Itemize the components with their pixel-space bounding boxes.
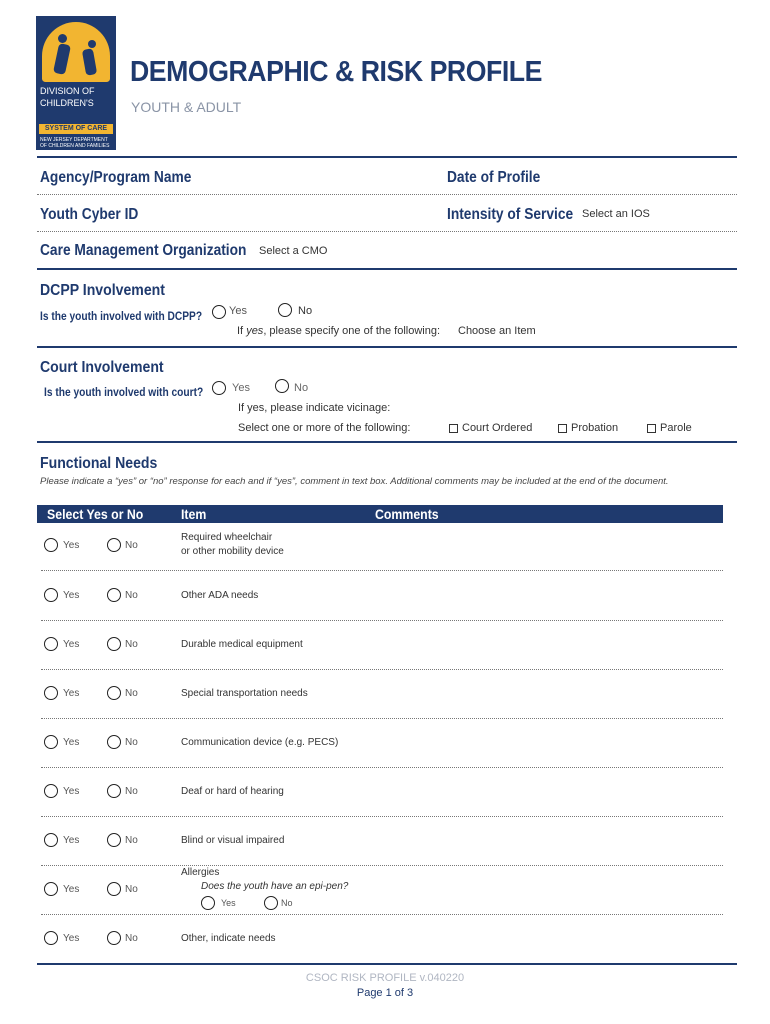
- need-item-label: Communication device (e.g. PECS): [181, 737, 339, 748]
- need-yes-radio[interactable]: [44, 538, 58, 552]
- need-row-divider: [41, 669, 723, 670]
- cmo-dropdown[interactable]: Select a CMO: [259, 245, 328, 257]
- section-divider-court: [37, 346, 737, 348]
- functional-instructions: Please indicate a “yes” or “no” response for each and if “yes”, comment in text box. Additional comments may be included at the end of the document.: [40, 476, 669, 487]
- dcpp-yes-label: Yes: [229, 305, 247, 317]
- functional-heading: Functional Needs: [40, 455, 158, 472]
- dcpp-no-label: No: [298, 305, 313, 317]
- parole-option[interactable]: [647, 422, 692, 434]
- need-yes-radio[interactable]: [44, 735, 58, 749]
- probation-checkbox[interactable]: [558, 424, 567, 433]
- need-no-radio[interactable]: [107, 931, 121, 945]
- court-yes-label: Yes: [232, 382, 250, 394]
- need-no-label: No: [125, 786, 138, 797]
- dcpp-followup: [237, 325, 440, 337]
- epipen-yes-radio[interactable]: [201, 896, 215, 910]
- court-ordered-label: Court Ordered: [462, 422, 533, 434]
- dcpp-question: Is the youth involved with DCPP?: [40, 309, 203, 323]
- section-divider-functional: [37, 441, 737, 443]
- need-yes-label: Yes: [63, 688, 80, 699]
- header-divider: [37, 156, 737, 158]
- need-item-label: Blind or visual impaired: [181, 835, 285, 846]
- logo-line2: CHILDREN'S: [40, 98, 94, 108]
- cyber-field-line[interactable]: [37, 231, 737, 232]
- col-item: Item: [181, 506, 207, 522]
- need-no-label: No: [125, 835, 138, 846]
- logo-sun-graphic: [42, 22, 110, 82]
- logo-band: SYSTEM OF CARE: [39, 124, 113, 134]
- probation-label: Probation: [571, 422, 619, 434]
- need-row-divider: [41, 620, 723, 621]
- court-yes-radio[interactable]: [212, 381, 226, 395]
- dcpp-heading: DCPP Involvement: [40, 282, 165, 299]
- cyber-id-label: Youth Cyber ID: [40, 206, 139, 223]
- court-vicinage: If yes, please indicate vicinage:: [238, 402, 391, 414]
- dcpp-followup-prefix: If: [237, 325, 244, 337]
- epipen-no-label: No: [281, 898, 293, 908]
- dcpp-followup-italic: yes: [246, 325, 264, 337]
- logo-figure-head-right: [88, 40, 96, 48]
- need-row-divider: [41, 914, 723, 915]
- functional-table-header: [37, 505, 723, 523]
- parole-label: Parole: [660, 422, 692, 434]
- dcpp-followup-rest: , please specify one of the following:: [263, 325, 441, 337]
- need-no-label: No: [125, 688, 138, 699]
- need-yes-radio[interactable]: [44, 588, 58, 602]
- need-item-label: Allergies: [181, 867, 220, 878]
- need-no-label: No: [125, 884, 138, 895]
- need-yes-label: Yes: [63, 540, 80, 551]
- ios-label: Intensity of Service: [447, 206, 574, 223]
- logo-line1: DIVISION OF: [40, 86, 95, 96]
- probation-option[interactable]: [558, 422, 618, 434]
- need-no-radio[interactable]: [107, 833, 121, 847]
- dcpp-choose-dropdown[interactable]: Choose an Item: [458, 325, 536, 337]
- epipen-no-radio[interactable]: [264, 896, 278, 910]
- epipen-yes-label: Yes: [221, 898, 236, 908]
- court-ordered-option[interactable]: [449, 422, 532, 434]
- footer-page: Page 1 of 3: [356, 987, 414, 999]
- need-item-label: Durable medical equipment: [181, 639, 303, 650]
- agency-field-line[interactable]: [37, 194, 737, 195]
- court-no-label: No: [294, 382, 309, 394]
- need-no-label: No: [125, 933, 138, 944]
- court-heading: Court Involvement: [40, 359, 164, 376]
- need-yes-label: Yes: [63, 933, 80, 944]
- need-no-label: No: [125, 639, 138, 650]
- need-no-radio[interactable]: [107, 637, 121, 651]
- need-yes-label: Yes: [63, 639, 80, 650]
- need-no-radio[interactable]: [107, 784, 121, 798]
- epipen-question: Does the youth have an epi-pen?: [201, 881, 349, 892]
- col-comments: Comments: [375, 506, 439, 522]
- need-no-label: No: [125, 737, 138, 748]
- need-yes-radio[interactable]: [44, 882, 58, 896]
- need-no-label: No: [125, 540, 138, 551]
- parole-checkbox[interactable]: [647, 424, 656, 433]
- need-item-label: Required wheelchair: [181, 532, 273, 543]
- need-yes-radio[interactable]: [44, 686, 58, 700]
- footer-divider: [37, 963, 737, 965]
- need-row-divider: [41, 865, 723, 866]
- need-no-radio[interactable]: [107, 538, 121, 552]
- need-no-label: No: [125, 590, 138, 601]
- page-subtitle: YOUTH & ADULT: [131, 99, 242, 115]
- need-row-divider: [41, 767, 723, 768]
- need-item-label: Special transportation needs: [181, 688, 308, 699]
- dcpp-yes-radio[interactable]: [212, 305, 226, 319]
- need-row-divider: [41, 816, 723, 817]
- need-item-label: Other ADA needs: [181, 590, 259, 601]
- need-item-label: Other, indicate needs: [181, 933, 276, 944]
- need-no-radio[interactable]: [107, 735, 121, 749]
- ios-dropdown[interactable]: Select an IOS: [582, 208, 650, 220]
- need-yes-label: Yes: [63, 786, 80, 797]
- need-yes-radio[interactable]: [44, 931, 58, 945]
- need-yes-label: Yes: [63, 884, 80, 895]
- need-yes-radio[interactable]: [44, 784, 58, 798]
- need-yes-label: Yes: [63, 737, 80, 748]
- section-divider-dcpp: [37, 268, 737, 270]
- court-select-more: Select one or more of the following:: [238, 422, 411, 434]
- need-yes-label: Yes: [63, 835, 80, 846]
- need-yes-radio[interactable]: [44, 833, 58, 847]
- footer-version: CSOC RISK PROFILE v.040220: [305, 972, 465, 984]
- court-question: Is the youth involved with court?: [44, 385, 204, 399]
- court-ordered-checkbox[interactable]: [449, 424, 458, 433]
- page-title: DEMOGRAPHIC & RISK PROFILE: [130, 56, 542, 88]
- cmo-label: Care Management Organization: [40, 242, 247, 259]
- need-yes-radio[interactable]: [44, 637, 58, 651]
- need-no-radio[interactable]: [107, 686, 121, 700]
- need-item-label: Deaf or hard of hearing: [181, 786, 284, 797]
- need-row-divider: [41, 718, 723, 719]
- need-row-divider: [41, 570, 723, 571]
- date-label: Date of Profile: [447, 169, 541, 186]
- logo-figure-head-left: [58, 34, 67, 43]
- need-no-radio[interactable]: [107, 882, 121, 896]
- dcsoc-logo: [36, 16, 116, 150]
- agency-label: Agency/Program Name: [40, 169, 192, 186]
- dcpp-no-radio[interactable]: [278, 303, 292, 317]
- court-no-radio[interactable]: [275, 379, 289, 393]
- need-yes-label: Yes: [63, 590, 80, 601]
- col-select: Select Yes or No: [47, 506, 144, 522]
- need-no-radio[interactable]: [107, 588, 121, 602]
- need-item-label-line2: or other mobility device: [181, 546, 284, 557]
- logo-bottom-text: NEW JERSEY DEPARTMENT OF CHILDREN AND FAMILIES: [40, 137, 110, 149]
